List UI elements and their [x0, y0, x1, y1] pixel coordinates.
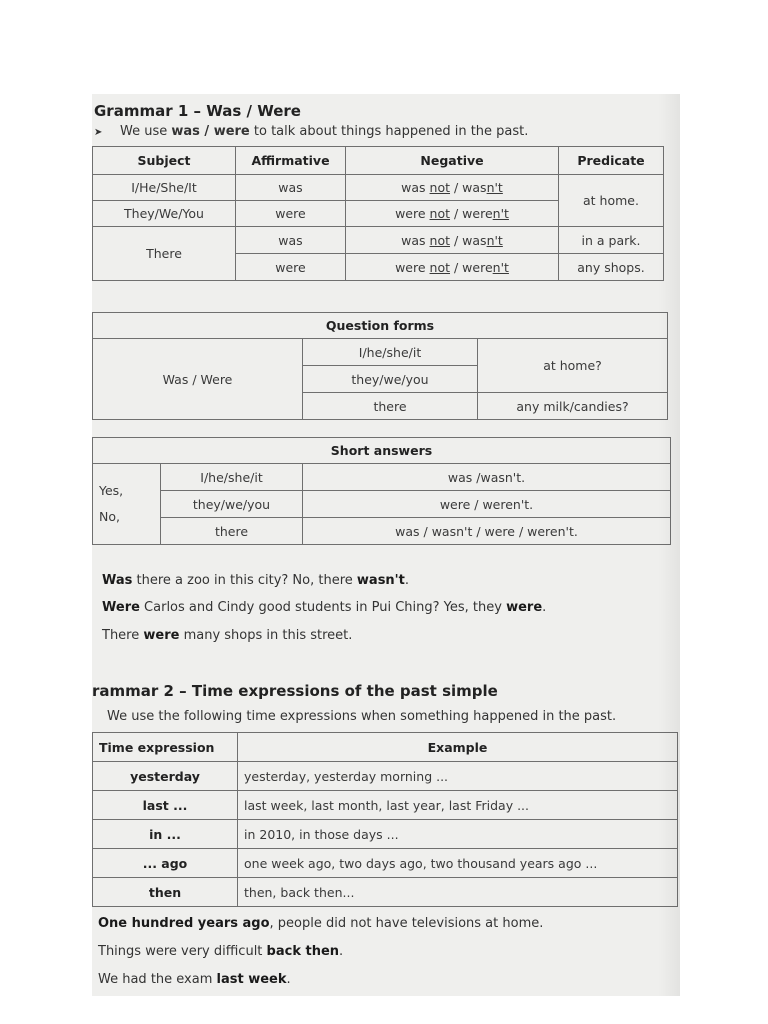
expression-cell: then — [93, 878, 238, 907]
example-sentence: Was there a zoo in this city? No, there wasn't. — [102, 573, 410, 588]
affirmative-cell: was — [236, 227, 346, 254]
header-time-expression: Time expression — [93, 733, 238, 762]
subject-cell: They/We/You — [93, 201, 236, 227]
affirmative-cell: was — [236, 175, 346, 201]
was-were-cell: Was / Were — [93, 339, 303, 420]
negative-cell: was not / wasn't — [346, 227, 559, 254]
affirmative-cell: were — [236, 254, 346, 281]
expression-cell: ... ago — [93, 849, 238, 878]
example-cell: last week, last month, last year, last Friday ... — [238, 791, 678, 820]
example-cell: in 2010, in those days ... — [238, 820, 678, 849]
example-cell: then, back then... — [238, 878, 678, 907]
expression-cell: last ... — [93, 791, 238, 820]
negative-cell: were not / weren't — [346, 254, 559, 281]
example-cell: one week ago, two days ago, two thousand years ago ... — [238, 849, 678, 878]
table-header-row — [93, 438, 671, 464]
short-answers-table — [92, 437, 671, 545]
ending-cell: any milk/candies? — [478, 393, 668, 420]
table-header-row — [93, 313, 668, 339]
predicate-cell: at home. — [559, 175, 664, 227]
table-row — [93, 227, 664, 254]
header-negative: Negative — [346, 147, 559, 175]
subject-cell: they/we/you — [161, 491, 303, 518]
example-sentence: Things were very difficult back then. — [98, 944, 344, 959]
answer-cell: was / wasn't / were / weren't. — [303, 518, 671, 545]
expression-cell: in ... — [93, 820, 238, 849]
grammar1-title: Grammar 1 – Was / Were — [94, 102, 301, 120]
header-predicate: Predicate — [559, 147, 664, 175]
affirmative-cell: were — [236, 201, 346, 227]
table-row — [93, 518, 671, 545]
example-cell: yesterday, yesterday morning ... — [238, 762, 678, 791]
table-row — [93, 175, 664, 201]
question-forms-table — [92, 312, 668, 420]
answer-cell: were / weren't. — [303, 491, 671, 518]
table-row — [93, 791, 678, 820]
table-row — [93, 464, 671, 491]
subject-cell: there — [303, 393, 478, 420]
table-row — [93, 491, 671, 518]
table-row — [93, 878, 678, 907]
table-row — [93, 849, 678, 878]
example-sentence: Were Carlos and Cindy good students in Pui Ching? Yes, they were. — [102, 600, 547, 615]
was-were-table — [92, 146, 664, 281]
table-row — [93, 820, 678, 849]
question-forms-title: Question forms — [93, 313, 668, 339]
table-row — [93, 339, 668, 366]
subject-cell: there — [161, 518, 303, 545]
table-row — [93, 762, 678, 791]
table-header-row — [93, 733, 678, 762]
negative-cell: were not / weren't — [346, 201, 559, 227]
header-affirmative: Affirmative — [236, 147, 346, 175]
worksheet-page — [92, 94, 680, 996]
subject-cell: I/he/she/it — [303, 339, 478, 366]
ending-cell: at home? — [478, 339, 668, 393]
header-example: Example — [238, 733, 678, 762]
negative-cell: was not / wasn't — [346, 175, 559, 201]
subject-cell: There — [93, 227, 236, 281]
subject-cell: I/he/she/it — [161, 464, 303, 491]
predicate-cell: any shops. — [559, 254, 664, 281]
example-sentence: We had the exam last week. — [98, 972, 291, 987]
header-subject: Subject — [93, 147, 236, 175]
answer-cell: was /wasn't. — [303, 464, 671, 491]
yes-no-cell: Yes, No, — [93, 464, 161, 545]
subject-cell: I/He/She/It — [93, 175, 236, 201]
grammar2-title: rammar 2 – Time expressions of the past simple — [92, 682, 498, 700]
arrow-bullet-icon: ➤ — [94, 127, 103, 138]
grammar2-intro: We use the following time expressions when something happened in the past. — [107, 709, 617, 724]
grammar1-intro: We use was / were to talk about things happened in the past. — [120, 124, 529, 139]
example-sentence: One hundred years ago, people did not have televisions at home. — [98, 916, 544, 931]
table-header-row — [93, 147, 664, 175]
expression-cell: yesterday — [93, 762, 238, 791]
time-expressions-table — [92, 732, 678, 907]
subject-cell: they/we/you — [303, 366, 478, 393]
short-answers-title: Short answers — [93, 438, 671, 464]
example-sentence: There were many shops in this street. — [102, 628, 353, 643]
predicate-cell: in a park. — [559, 227, 664, 254]
